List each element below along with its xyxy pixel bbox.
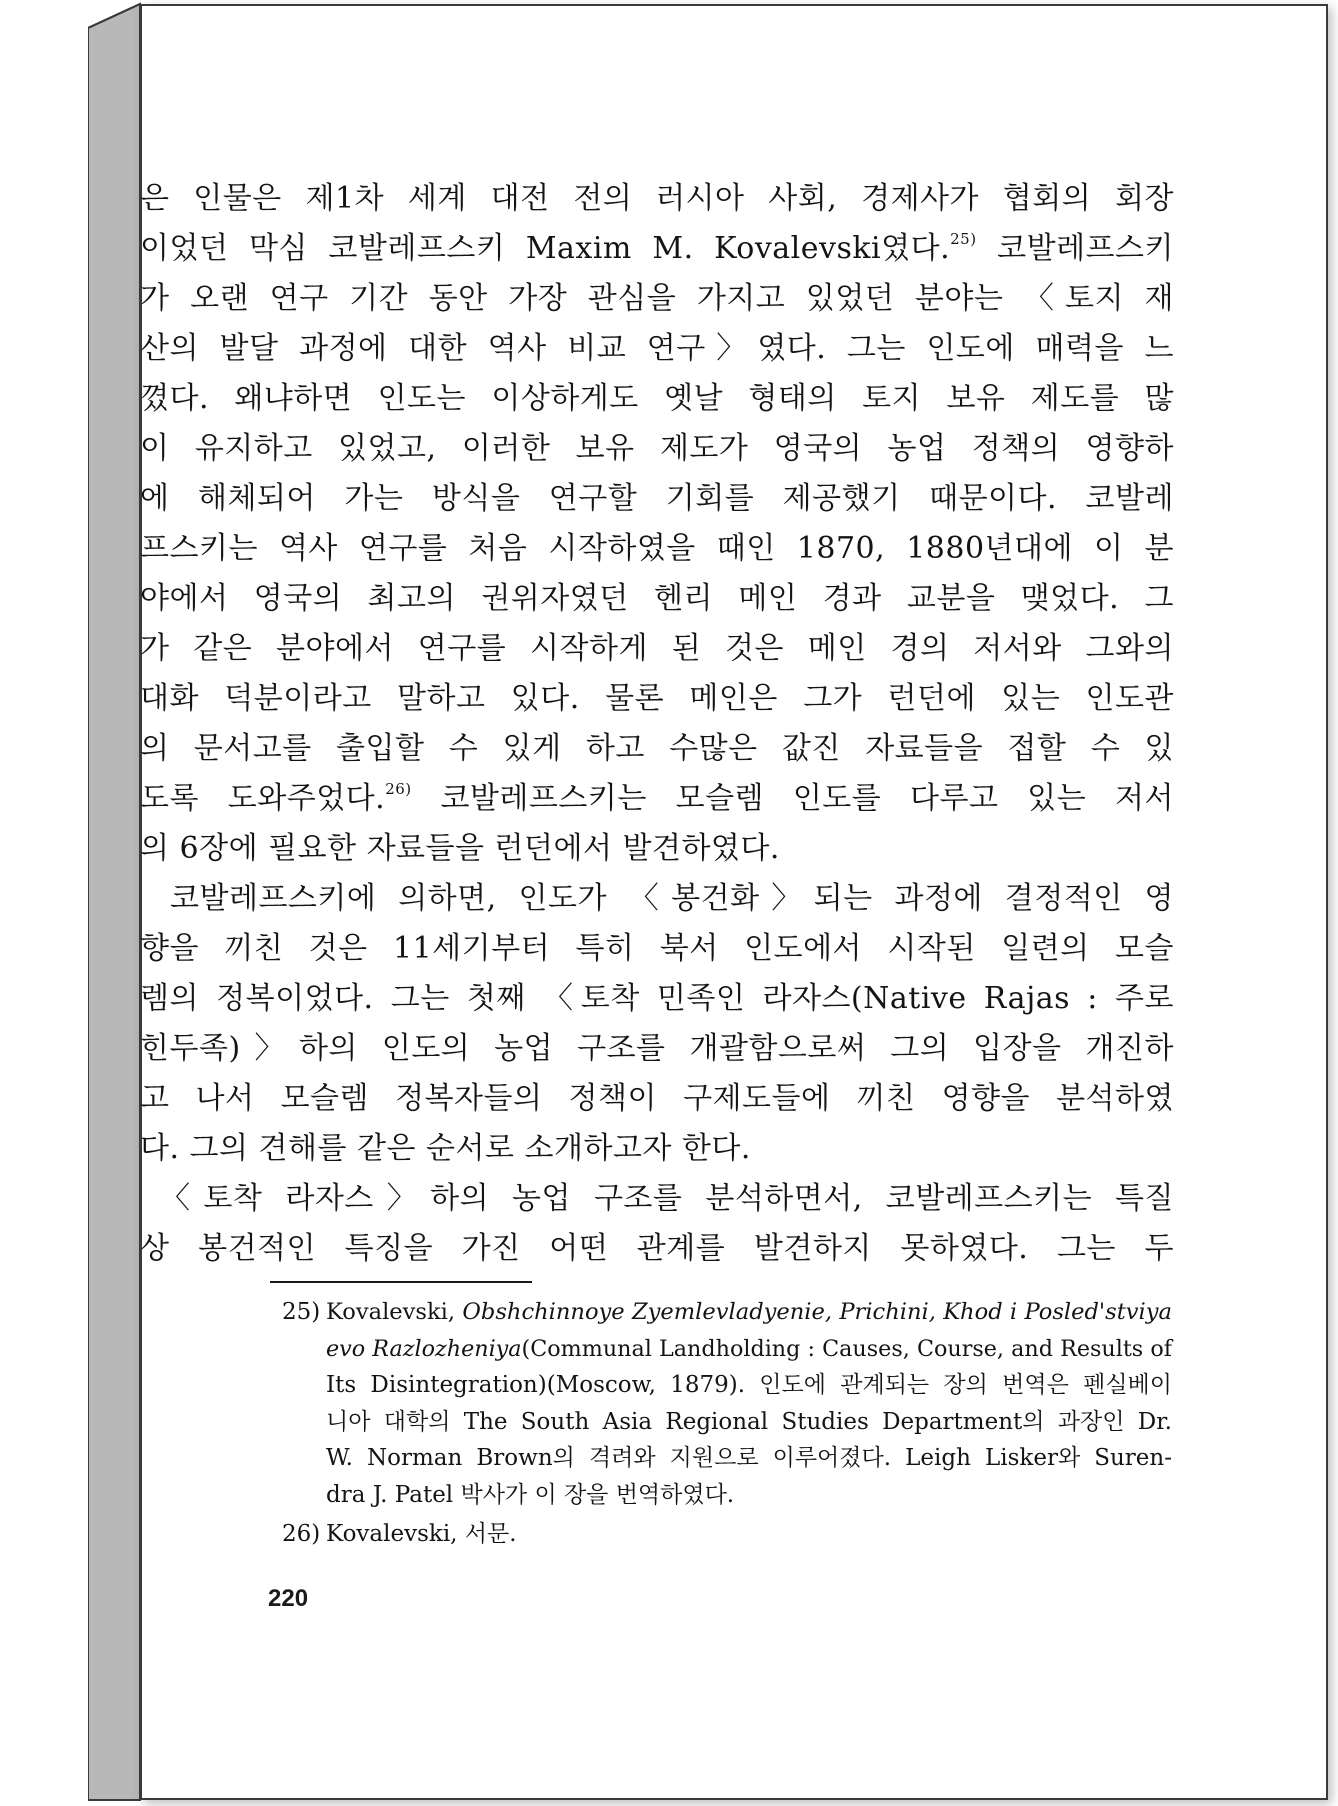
text-line: 은 인물은 제1차 세계 대전 전의 러시아 사회, 경제사가 협회의 회장 bbox=[140, 181, 1174, 216]
paragraph-3 bbox=[140, 1174, 1174, 1274]
text-line-part: 도록 도와주었다. bbox=[140, 781, 386, 816]
text-line: 산의 발달 과정에 대한 역사 비교 연구〉였다. 그는 인도에 매력을 느 bbox=[140, 331, 1174, 366]
text-line bbox=[140, 224, 1174, 274]
text-line: 프스키는 역사 연구를 처음 시작하였을 때인 1870, 1880년대에 이 분 bbox=[140, 531, 1174, 566]
text-line: 고 나서 모슬렘 정복자들의 정책이 구제도들에 끼친 영향을 분석하였 bbox=[140, 1081, 1174, 1116]
footnote-divider bbox=[270, 1281, 532, 1283]
paragraph-1 bbox=[140, 174, 1174, 874]
text-line: 의 6장에 필요한 자료들을 런던에서 발견하였다. bbox=[140, 831, 780, 866]
footnote-line: dra J. Patel 박사가 이 장을 번역하였다. bbox=[326, 1481, 735, 1508]
footnote-title-italic: Obshchinnoye Zyemlevladyenie, Prichini, Khod i Posled'stviya bbox=[462, 1299, 1172, 1325]
text-line-part: 코발레프스키 bbox=[997, 231, 1174, 266]
footnote-ref-26: 26) bbox=[385, 780, 412, 798]
footnote-number: 25) bbox=[282, 1299, 321, 1325]
footnote-ref-25: 25) bbox=[950, 230, 977, 248]
text-line: 대화 덕분이라고 말하고 있다. 물론 메인은 그가 런던에 있는 인도관 bbox=[140, 681, 1174, 716]
text-line bbox=[140, 774, 1174, 824]
footnote-text: (Communal Landholding : Causes, Course, and Results of bbox=[521, 1335, 1172, 1362]
page-number: 220 bbox=[268, 1585, 309, 1612]
footnote-line: Its Disintegration)(Moscow, 1879). 인도에 관계되는 장의 번역은 펜실베이 bbox=[326, 1372, 1172, 1398]
footnote-line: 니아 대학의 The South Asia Regional Studies Department의 과장인 Dr. bbox=[326, 1408, 1172, 1435]
footnote-25 bbox=[282, 1294, 1172, 1513]
body-text bbox=[140, 174, 1174, 1274]
text-line: 의 문서고를 출입할 수 있게 하고 수많은 값진 자료들을 접할 수 있 bbox=[140, 731, 1174, 766]
footnote-title-italic: evo Razlozheniya bbox=[326, 1335, 522, 1362]
text-line: 상 봉건적인 특징을 가진 어떤 관계를 발견하지 못하였다. 그는 두 bbox=[140, 1231, 1174, 1266]
text-line: 이 유지하고 있었고, 이러한 보유 제도가 영국의 농업 정책의 영향하 bbox=[140, 431, 1174, 466]
text-line: 코발레프스키에 의하면, 인도가 〈봉건화〉되는 과정에 결정적인 영 bbox=[170, 881, 1174, 916]
footnote-26 bbox=[282, 1516, 1172, 1553]
text-line: 가 오랜 연구 기간 동안 가장 관심을 가지고 있었던 분야는 〈토지 재 bbox=[140, 281, 1174, 316]
text-line: 야에서 영국의 최고의 권위자였던 헨리 메인 경과 교분을 맺었다. 그 bbox=[140, 581, 1174, 616]
text-line: 에 해체되어 가는 방식을 연구할 기회를 제공했기 때문이다. 코발레 bbox=[140, 481, 1174, 516]
footnote-line bbox=[326, 1294, 1172, 1331]
text-line: 꼈다. 왜냐하면 인도는 이상하게도 옛날 형태의 토지 보유 제도를 많 bbox=[140, 381, 1174, 416]
text-line-part: 이었던 막심 코발레프스키 Maxim M. Kovalevski였다. bbox=[140, 231, 951, 266]
paragraph-2 bbox=[140, 874, 1174, 1174]
footnote-line: W. Norman Brown의 격려와 지원으로 이루어졌다. Leigh Lisker와 Suren- bbox=[326, 1445, 1172, 1471]
footnote-line: Kovalevski, 서문. bbox=[326, 1521, 517, 1547]
text-line: 가 같은 분야에서 연구를 시작하게 된 것은 메인 경의 저서와 그와의 bbox=[140, 631, 1174, 666]
book-spine-edge bbox=[88, 0, 148, 1806]
text-line: 다. 그의 견해를 같은 순서로 소개하고자 한다. bbox=[140, 1131, 751, 1166]
text-line: 〈토착 라자스〉하의 농업 구조를 분석하면서, 코발레프스키는 특질 bbox=[160, 1181, 1174, 1216]
text-line: 렘의 정복이었다. 그는 첫째 〈토착 민족인 라자스(Native Rajas : 주로 bbox=[140, 981, 1174, 1016]
footnote-line bbox=[326, 1331, 1172, 1368]
footnote-text: Kovalevski, bbox=[326, 1299, 463, 1325]
text-line: 향을 끼친 것은 11세기부터 특히 북서 인도에서 시작된 일련의 모슬 bbox=[140, 931, 1174, 966]
footnote-number: 26) bbox=[282, 1521, 321, 1547]
text-line-part: 코발레프스키는 모슬렘 인도를 다루고 있는 저서 bbox=[440, 781, 1174, 816]
text-line: 힌두족)〉하의 인도의 농업 구조를 개괄함으로써 그의 입장을 개진하 bbox=[140, 1031, 1174, 1066]
footnotes bbox=[282, 1294, 1172, 1553]
